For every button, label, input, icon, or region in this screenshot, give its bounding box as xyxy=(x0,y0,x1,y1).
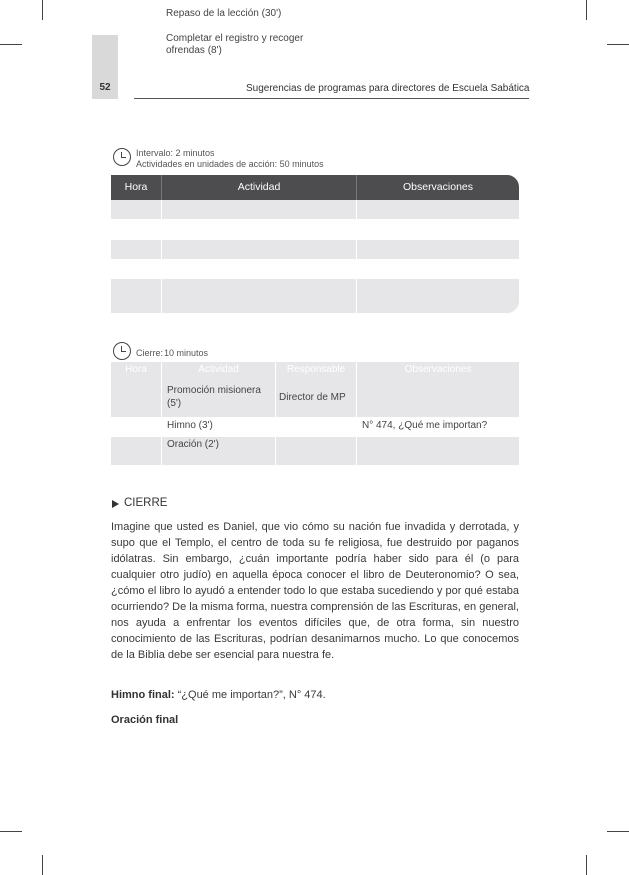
crop-mark xyxy=(0,831,22,832)
crop-mark xyxy=(586,0,587,20)
row-observaciones: N° 474, ¿Qué me importan? xyxy=(362,420,488,431)
table-header xyxy=(111,175,519,200)
activities-label: Actividades en unidades de acción: 50 minutos xyxy=(136,159,324,169)
clock-icon xyxy=(113,342,131,360)
himno-final-label: Himno final: xyxy=(111,689,175,701)
crop-mark xyxy=(607,44,629,45)
header-hora: Hora xyxy=(125,364,147,375)
table-row xyxy=(111,240,519,259)
cierre-label: Cierre: xyxy=(136,348,164,358)
header-observaciones: Observaciones xyxy=(404,364,472,375)
running-header: Sugerencias de programas para directores de Escuela Sabática xyxy=(246,83,530,94)
crop-mark xyxy=(42,0,43,20)
column-divider xyxy=(356,240,357,259)
header-actividad: Actividad xyxy=(198,364,239,375)
crop-mark xyxy=(42,855,43,875)
table-row xyxy=(111,417,519,437)
header-actividad: Actividad xyxy=(237,181,281,193)
column-divider xyxy=(356,362,357,417)
cierre-paragraph: Imagine que usted es Daniel, que vio cómo su nación fue invadida y derrotada, y supo que el Templo, el centro de toda su fe religiosa, fue destruido por paganos idólatras. Sin embargo, ¿cuán importante podría haber sido para él (o para cualquier otro judío) en aquella época conocer el libro de Deuteronomio? O sea, ¿cómo el libro lo ayudó a entender todo lo que estaba sucediendo y por qué estaba ocurriendo? De la misma forma, nuestra comprensión de las Escrituras, en general, nos ayuda a enfrentar los eventos difíciles que, de otra forma, sin nuestro conocimiento de las Escrituras, podrían desanimarnos mucho. Lo que conocemos de la Biblia debe ser esencial para nuestra fe. xyxy=(111,521,519,661)
row-actividad: Oración (2') xyxy=(167,439,219,450)
column-divider xyxy=(275,437,276,465)
table-row xyxy=(111,279,519,313)
column-divider xyxy=(161,240,162,259)
column-divider xyxy=(161,200,162,219)
table-row xyxy=(111,437,519,465)
column-divider xyxy=(356,200,357,219)
column-divider xyxy=(275,362,276,417)
top-item-repaso: Repaso de la lección (30') xyxy=(166,8,282,19)
crop-mark xyxy=(607,831,629,832)
header-rule xyxy=(134,98,529,99)
himno-final-text: “¿Qué me importan?”, N° 474. xyxy=(177,689,326,701)
table-row xyxy=(111,200,519,219)
interval-label: Intervalo: 2 minutos xyxy=(136,148,215,158)
row-actividad: Promoción misionera (5') xyxy=(167,385,261,409)
crop-mark xyxy=(586,855,587,875)
cierre-duration: 10 minutos xyxy=(164,348,209,358)
page-number: 52 xyxy=(99,82,111,93)
header-hora: Hora xyxy=(124,181,148,193)
header-responsable: Responsable xyxy=(286,364,346,375)
table-header-row xyxy=(111,362,519,417)
column-divider xyxy=(356,175,357,200)
clock-icon xyxy=(113,148,131,166)
himno-final-line xyxy=(111,689,326,701)
top-item-registro: Completar el registro y recoger ofrendas (8') xyxy=(166,33,304,56)
column-divider xyxy=(356,437,357,465)
column-divider xyxy=(356,279,357,313)
header-observaciones: Observaciones xyxy=(402,181,474,193)
oracion-final-label: Oración final xyxy=(111,714,179,726)
column-divider xyxy=(161,437,162,465)
row-responsable: Director de MP xyxy=(279,392,346,403)
column-divider xyxy=(161,362,162,417)
crop-mark xyxy=(0,44,22,45)
row-actividad: Himno (3') xyxy=(167,420,213,431)
column-divider xyxy=(161,175,162,200)
triangle-icon xyxy=(112,500,119,508)
cierre-table xyxy=(111,362,519,465)
cierre-heading: CIERRE xyxy=(124,497,168,509)
schedule-table xyxy=(111,175,519,313)
column-divider xyxy=(161,279,162,313)
